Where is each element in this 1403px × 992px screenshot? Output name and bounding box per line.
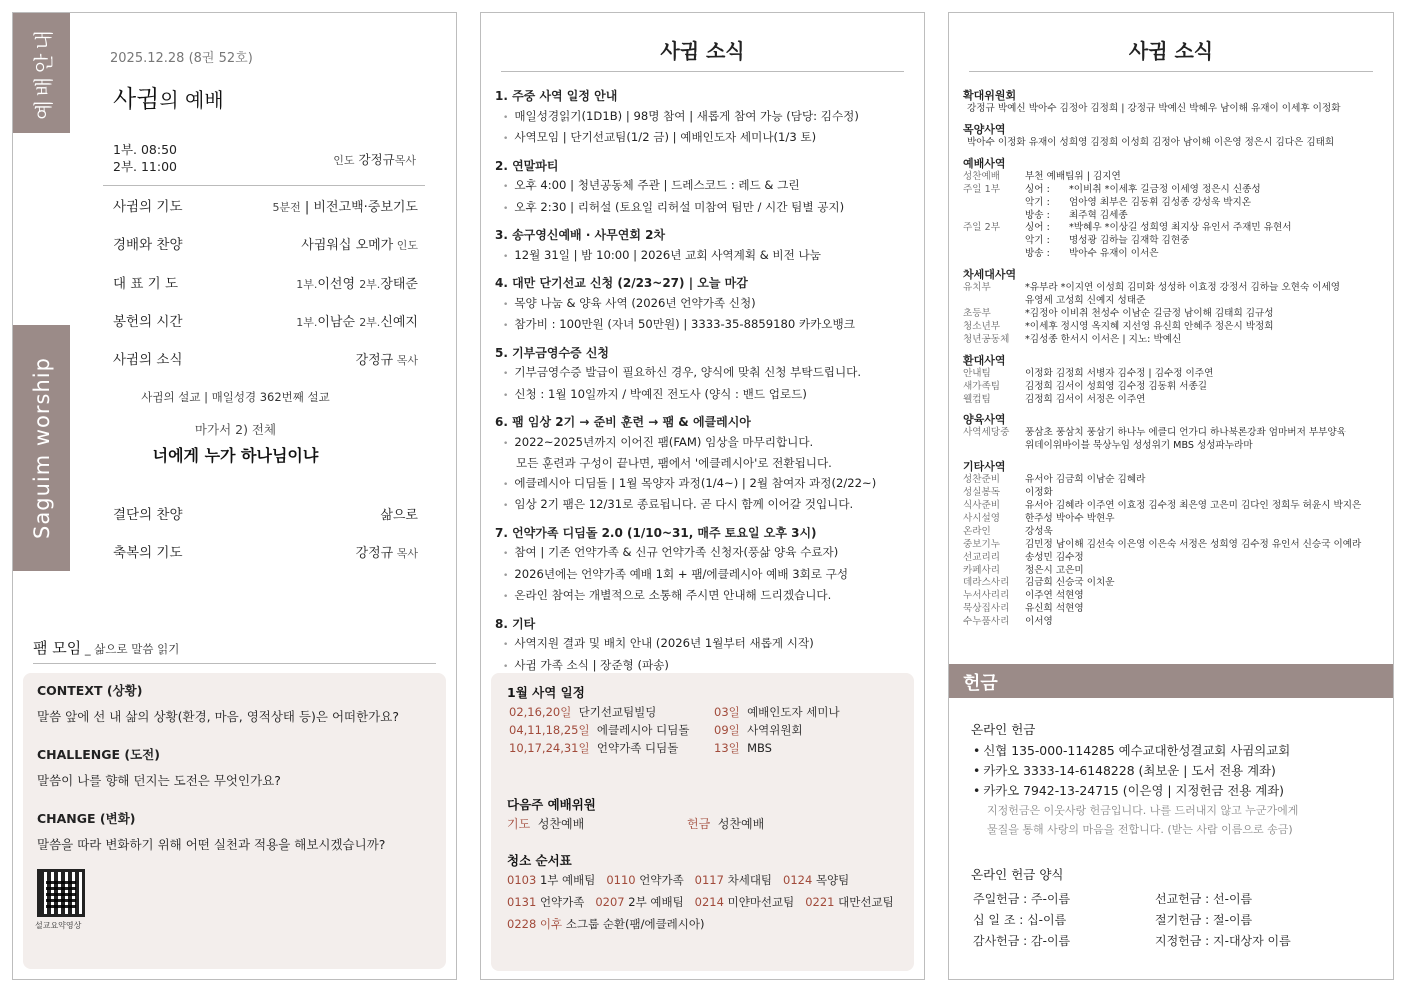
- worship-order-panel: [12, 12, 457, 980]
- order-item: 경배와 찬양 사귐워십 오메가 인도: [113, 237, 418, 253]
- news-section-head: 6. 팸 임상 2기 → 준비 훈련 → 팸 & 에클레시아: [495, 415, 751, 429]
- ministry-line-names: 이서영: [1025, 616, 1053, 628]
- ministry-line-label: 청소년부: [963, 320, 1001, 332]
- divider: [501, 71, 904, 72]
- order-item: 대 표 기 도 1부.이선영 2부.장태준: [113, 276, 418, 292]
- ministry-line-names: 강정규 박예신 박아수 김정아 김정희 | 강정규 박예신 박혜우 남이해 유재이 이세후 이정화: [967, 103, 1341, 114]
- saguim-worship-tab: Saguim worship: [13, 325, 70, 571]
- ministry-line-label: 식사준비: [963, 500, 1001, 512]
- ministry-line-names: 유영세 고성희 신예지 성태준: [1025, 295, 1146, 307]
- ministry-group-title: 차세대사역: [963, 268, 1017, 282]
- ministry-line-names: *김정아 이비취 천성수 이남순 길금정 남이해 김태희 김규성: [1025, 307, 1274, 319]
- ministry-line: [963, 137, 1389, 150]
- ministry-line: [963, 427, 1389, 440]
- news-item: • 참여 | 기존 언약가족 & 신규 언약가족 신청자(풍삶 양육 수료자): [495, 543, 915, 565]
- ministry-line-label: 청년공동체: [963, 333, 1010, 345]
- ministry-line-names: 유서아 김혜라 이주연 이효정 김수정 최은영 고은미 김다인 정희두 허윤시 박지은: [1025, 500, 1362, 512]
- cleaning-row: 0103 1부 예배팀 0110 언약가족 0117 차세대팀 0124 목양팀: [507, 873, 850, 887]
- designated-offering-note: 지정헌금은 이웃사랑 헌금입니다. 나를 드러내지 않고 누군가에게 물질을 통해 사랑의 마음을 전합니다. (받는 사람 이름으로 송금): [987, 804, 1299, 836]
- order-item: 사귐의 기도 5분전 | 비전고백·중보기도: [113, 199, 418, 215]
- online-offering-title: 온라인 헌금: [971, 722, 1036, 737]
- fam-question: CHALLENGE (도전) 말씀이 나를 향해 던지는 도전은 무엇인가요?: [37, 747, 281, 788]
- schedule-row: 04,11,18,25일 에클레시아 디딤돌 09일 사역위원회: [509, 723, 803, 737]
- ministry-line: [963, 171, 1389, 184]
- news-item: • 에클레시아 디딤돌 | 1월 목양자 과정(1/4~) | 2월 참여자 과정(2/22~): [495, 474, 915, 496]
- ministry-line-role: 방송 :: [1025, 248, 1050, 260]
- ministry-line-names: *김성종 한서시 이서은 | 지노: 박예신: [1025, 333, 1182, 345]
- order-item: 결단의 찬양 삶으로: [113, 507, 418, 523]
- news-item: • 12월 31일 | 밤 10:00 | 2026년 교회 사역계획 & 비전 나눔: [495, 246, 915, 268]
- news-item: • 오후 4:00 | 청년공동체 주관 | 드레스코드 : 레드 & 그린: [495, 176, 915, 198]
- ministry-line: [963, 381, 1389, 394]
- news-item: • 오후 2:30 | 리허설 (토요일 리허설 미참여 팀만 / 시간 팀별 공지): [495, 198, 915, 220]
- ministry-line-role: 싱어 :: [1025, 183, 1050, 195]
- ministry-line-names: 위데이위바이블 묵상누임 성성위기 MBS 성성파누라마: [1025, 440, 1253, 452]
- news-section-head: 5. 기부금영수증 신청: [495, 345, 610, 360]
- schedule-grid: [509, 703, 840, 757]
- divider: [969, 71, 1373, 72]
- ministry-line-label: [963, 248, 1025, 261]
- ministry-line-label: 새가족팀: [963, 380, 1001, 392]
- ministry-line-names: 김금희 신승국 이치운: [1025, 577, 1115, 589]
- panel-title: 사귐 소식: [660, 39, 745, 63]
- news-item: • 목양 나눔 & 양육 사역 (2026년 언약가족 신청): [495, 294, 915, 316]
- ministry-line-label: [963, 295, 1025, 308]
- divider: [103, 185, 425, 186]
- fam-title: 팸 모임 _ 삶으로 말씀 읽기: [33, 639, 180, 657]
- news-section-head: 1. 주중 사역 일정 안내: [495, 89, 618, 103]
- ministry-line-names: 김정희 김서이 서정은 이주연: [1025, 393, 1146, 405]
- ministry-line-label: 주일 1부: [963, 183, 1000, 195]
- ministry-line: [963, 440, 1389, 453]
- news-item: • 2022~2025년까지 이어진 팸(FAM) 임상을 마무리합니다.: [495, 433, 915, 455]
- ministry-line-names: *이비취 *이세후 길금정 이세영 정은시 신종성: [1069, 183, 1261, 195]
- ministry-line-role: 싱어 :: [1025, 222, 1050, 234]
- ministry-line: [963, 197, 1389, 210]
- ministry-group-title: 예배사역: [963, 156, 1006, 170]
- page-title: 사귐의 예배: [113, 85, 224, 113]
- order-item: 사귐의 소식 강정규 목사: [113, 352, 418, 368]
- ministry-line-label: 유치부: [963, 282, 991, 294]
- ministry-line-label: 중보기누: [963, 538, 1001, 550]
- ministry-line-names: 정은시 고은미: [1025, 564, 1084, 576]
- ministry-line-names: 이정화: [1025, 487, 1053, 499]
- ministry-line-names: 강성욱: [1025, 525, 1053, 537]
- news-item: • 사역모임 | 단기선교팀(1/2 금) | 예배인도자 세미나(1/3 토): [495, 128, 915, 150]
- ministry-line-names: 박아수 유재이 이서은: [1069, 248, 1159, 260]
- news-section-head: 8. 기타: [495, 616, 536, 631]
- ministry-roster: [963, 89, 1389, 629]
- ministry-line-label: [963, 440, 1025, 453]
- ministry-group-title: 환대사역: [963, 353, 1006, 367]
- ministry-line-label: 온라인: [963, 525, 991, 537]
- ministry-group-title: 목양사역: [963, 122, 1006, 136]
- service-times: 1부. 08:50 2부. 11:00: [113, 142, 177, 174]
- ministry-line-label: 카페사리: [963, 564, 1001, 576]
- ministry-line-label: 성찬준비: [963, 474, 1001, 486]
- next-week-row: 기도 성찬예배: [507, 817, 585, 831]
- ministry-line: [963, 513, 1389, 526]
- ministry-line: [963, 103, 1389, 116]
- ministry-line: [963, 334, 1389, 347]
- worship-guide-tab: 예배안내: [13, 13, 70, 133]
- account-item: • 카카오 7942-13-24715 (이은영 | 지정헌금 전용 계좌): [973, 781, 1290, 801]
- order-item: 봉헌의 시간 1부.이남순 2부.신예지: [113, 314, 418, 330]
- ministry-line-names: 송성민 김수정: [1025, 551, 1084, 563]
- news-item-continued: 모든 훈련과 구성이 끝나면, 팸에서 '에클레시아'로 전환됩니다.: [516, 456, 832, 470]
- ministry-line-names: 이정화 김정희 서병자 김수정 | 김수정 이주연: [1025, 367, 1214, 379]
- ministry-line: [963, 321, 1389, 334]
- ministry-offering-panel: [948, 12, 1394, 980]
- ministry-line-role: 악기 :: [1025, 196, 1050, 208]
- schedule-row: 02,16,20일 단기선교팀빌딩 03일 예배인도자 세미나: [509, 705, 840, 719]
- ministry-line: [963, 616, 1389, 629]
- sermon-meta: 사귐의 설교 | 매일성경 362번째 설교: [141, 390, 330, 404]
- ministry-line-label: 사역세당중: [963, 427, 1010, 439]
- offering-format-title: 온라인 헌금 양식: [971, 867, 1064, 882]
- ministry-line-names: 최주혁 김세종: [1069, 209, 1128, 221]
- ministry-group-title: 기타사역: [963, 460, 1006, 474]
- ministry-line: [963, 295, 1389, 308]
- news-item: • 매일성경읽기(1D1B) | 98명 참여 | 새롭게 참여 가능 (담당: 김수정): [495, 107, 915, 129]
- bulletin-date: 2025.12.28 (8권 52호): [110, 51, 253, 66]
- ministry-line: [963, 368, 1389, 381]
- account-list: [973, 741, 1290, 801]
- ministry-line-names: 이주연 석현영: [1025, 590, 1084, 602]
- cleaning-row: 0131 언약가족 0207 2부 예배팀 0214 미얀마선교팀 0221 대만선교팀: [507, 895, 894, 909]
- news-item: • 사귐 가족 소식 | 장준형 (파송): [495, 656, 915, 678]
- schedule-title: 1월 사역 일정: [507, 685, 585, 700]
- service-leader: 인도 강정규목사: [333, 152, 416, 167]
- ministry-line: [963, 235, 1389, 248]
- sermon-title: 너에게 누가 하나님이냐: [152, 446, 319, 465]
- ministry-line-label: 웰컴팀: [963, 393, 991, 405]
- news-section-head: 4. 대만 단기선교 신청 (2/23~27) | 오늘 마감: [495, 276, 748, 290]
- account-item: • 신협 135-000-114285 예수교대한성결교회 사귐의교회: [973, 741, 1290, 761]
- ministry-line-label: [963, 235, 1025, 248]
- ministry-line-names: *박혜우 *이상길 성희영 최지상 유인서 주재민 유현서: [1069, 222, 1292, 234]
- ministry-line-label: 선교리리: [963, 551, 1001, 563]
- ministry-group-title: 확대위원회: [963, 89, 1017, 102]
- ministry-line: [963, 222, 1389, 235]
- news-item: • 온라인 참여는 개별적으로 소통해 주시면 안내해 드리겠습니다.: [495, 586, 915, 608]
- ministry-line-label: [963, 210, 1025, 223]
- ministry-line-names: 유서아 김금희 이남순 김혜라: [1025, 474, 1146, 486]
- qr-caption: 설교요약영상: [35, 921, 82, 930]
- account-item: • 카카오 3333-14-6148228 (최보운 | 도서 전용 계좌): [973, 761, 1290, 781]
- divider: [33, 663, 436, 664]
- ministry-line-names: 부천 예배팀위 | 김지연: [1025, 170, 1121, 182]
- ministry-line: [963, 308, 1389, 321]
- ministry-line-names: 김정희 김서이 성희영 김수정 김동휘 서종길: [1025, 380, 1208, 392]
- schedule-row: 10,17,24,31일 언약가족 디딤돌 13일 MBS: [509, 741, 772, 755]
- ministry-line-label: 묵상집사리: [963, 603, 1010, 615]
- news-item: • 참가비 : 100만원 (자녀 50만원) | 3333-35-8859180 카카오뱅크: [495, 315, 915, 337]
- ministry-line: [963, 577, 1389, 590]
- ministry-line-label: 안내팀: [963, 367, 991, 379]
- order-item: 축복의 기도 강정규 목사: [113, 545, 418, 561]
- ministry-line-names: 풍삼초 풍삼치 풍삼기 하나누 에클디 언가디 하나북론강좌 엄마버저 부부양육: [1025, 427, 1346, 439]
- ministry-line-names: 엄아영 최부은 김동휘 김성종 강성욱 박지온: [1069, 196, 1252, 208]
- ministry-line-names: *이세후 정시영 옥지혜 지선영 유신희 안혜주 정은시 박정희: [1025, 320, 1274, 332]
- ministry-line: [963, 474, 1389, 487]
- schedule-box: [491, 673, 914, 971]
- next-week-title: 다음주 예배위원: [507, 797, 596, 812]
- cleaning-schedule: [507, 869, 907, 935]
- fam-question: CHANGE (변화) 말씀을 따라 변화하기 위해 어떤 실천과 적용을 해보시겠습니까?: [37, 811, 386, 852]
- fam-question: CONTEXT (상황) 말씀 앞에 선 내 삶의 상황(환경, 마음, 영적상태 등)은 어떠한가요?: [37, 683, 399, 724]
- ministry-line: [963, 210, 1389, 223]
- ministry-line-names: 유신희 석현영: [1025, 603, 1084, 615]
- news-section-head: 2. 연말파티: [495, 158, 559, 173]
- ministry-line: [963, 526, 1389, 539]
- ministry-line: [963, 184, 1389, 197]
- ministry-line-label: [963, 197, 1025, 210]
- fam-questions-box: [23, 673, 446, 969]
- news-section-head: 7. 언약가족 디딤돌 2.0 (1/10~31, 매주 토요일 오후 3시): [495, 525, 817, 540]
- ministry-line: [963, 552, 1389, 565]
- cleaning-title: 청소 순서표: [507, 853, 572, 868]
- next-week-row: 헌금 성찬예배: [687, 817, 765, 831]
- news-panel: [480, 12, 925, 980]
- offering-formats-right: 선교헌금 : 선-이름 절기헌금 : 절-이름 지정헌금 : 지-대상자 이름: [1155, 892, 1291, 948]
- ministry-line-label: 누서사리리: [963, 590, 1010, 602]
- ministry-line: [963, 282, 1389, 295]
- ministry-line-label: 초등부: [963, 307, 991, 319]
- ministry-line: [963, 394, 1389, 407]
- panel-title: 사귐 소식: [1128, 39, 1214, 63]
- ministry-line-label: 데라스사리: [963, 577, 1010, 589]
- ministry-line-label: 성실봉독: [963, 487, 1001, 499]
- qr-code-icon[interactable]: [37, 869, 85, 917]
- ministry-line: [963, 590, 1389, 603]
- ministry-line: [963, 565, 1389, 578]
- ministry-line-names: 한주성 박아수 박현우: [1025, 512, 1115, 524]
- ministry-line-label: 사시설영: [963, 512, 1001, 524]
- ministry-line-label: 수누품사리: [963, 616, 1010, 628]
- ministry-line: [963, 500, 1389, 513]
- news-section-head: 3. 송구영신예배 · 사무연회 2차: [495, 228, 666, 242]
- ministry-line-label: 성찬예배: [963, 170, 1001, 182]
- ministry-line-names: 김민정 남이해 김선숙 이은영 이은숙 서정은 성희영 김수정 유인서 신승국 이예라: [1025, 538, 1362, 550]
- sermon-verse: 마가서 2) 전체: [194, 422, 277, 437]
- ministry-line: [963, 603, 1389, 616]
- ministry-line: [963, 487, 1389, 500]
- ministry-line-names: 명성광 김하늘 김재학 김현중: [1069, 235, 1190, 247]
- ministry-line-names: 박아수 이정화 유재이 성희영 김정희 이성희 김정아 남이해 이은영 정은시 김다은 김태희: [967, 136, 1335, 148]
- news-item: • 임상 2기 팸은 12/31로 종료됩니다. 곧 다시 함께 이어갈 것입니다.: [495, 495, 915, 517]
- news-list: [495, 87, 915, 677]
- offering-header: 헌금: [949, 664, 1393, 698]
- news-item: • 사역지원 결과 및 배치 안내 (2026년 1월부터 새롭게 시작): [495, 634, 915, 656]
- cleaning-row: 0228 이후 소그룹 순환(팸/에클레시아): [507, 917, 705, 931]
- offering-formats-left: 주일헌금 : 주-이름 십 일 조 : 십-이름 감사헌금 : 감-이름: [973, 892, 1071, 948]
- ministry-line: [963, 248, 1389, 261]
- news-item: • 신청 : 1월 10일까지 / 박예진 전도사 (양식 : 밴드 업로드): [495, 385, 915, 407]
- ministry-line-names: *유부라 *이지연 이성희 김미화 성성하 이효정 강정서 김하늘 오현숙 이세영: [1025, 282, 1341, 294]
- news-item: • 기부금영수증 발급이 필요하신 경우, 양식에 맞춰 신청 부탁드립니다.: [495, 363, 915, 385]
- ministry-line: [963, 539, 1389, 552]
- ministry-group-title: 양육사역: [963, 413, 1006, 427]
- ministry-line-label: 주일 2부: [963, 222, 1000, 234]
- news-item: • 2026년에는 언약가족 예배 1회 + 팸/에클레시아 예배 3회로 구성: [495, 565, 915, 587]
- ministry-line-role: 악기 :: [1025, 235, 1050, 247]
- ministry-line-role: 방송 :: [1025, 209, 1050, 221]
